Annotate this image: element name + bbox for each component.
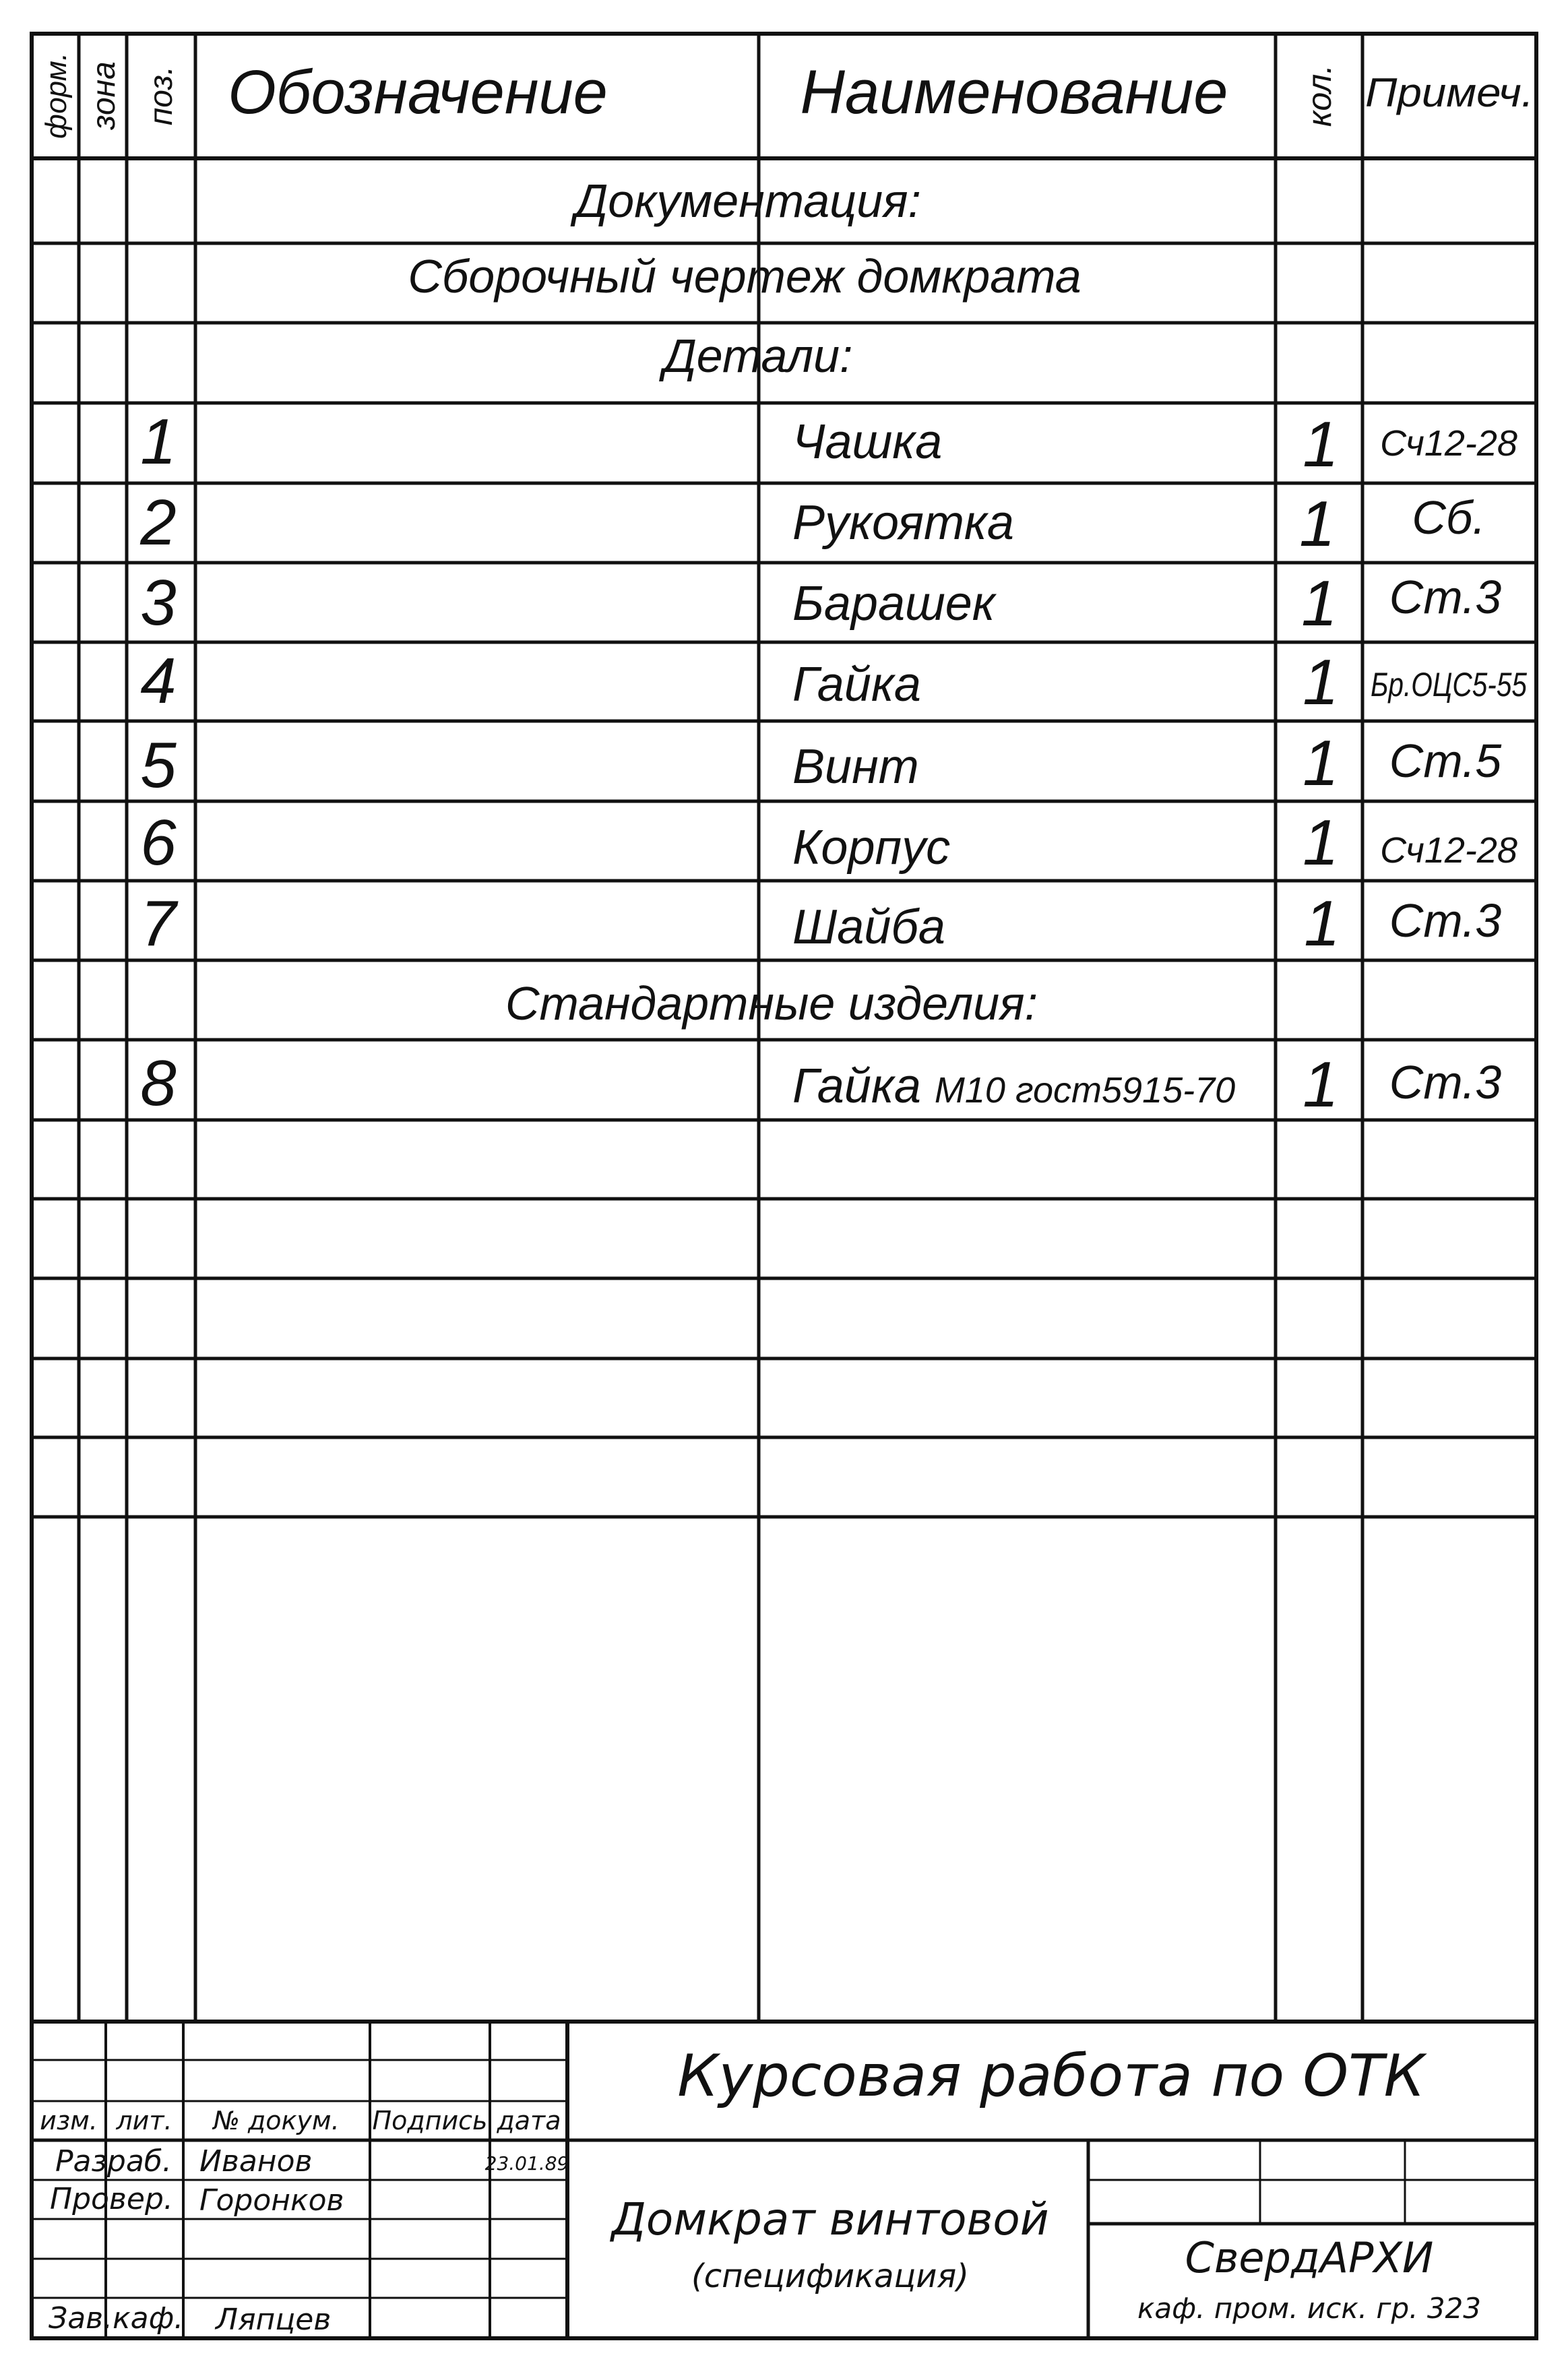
table-row — [140, 406, 1517, 480]
tb-department: каф. пром. иск. гр. 323 — [1137, 2292, 1481, 2325]
header-name: Наименование — [800, 58, 1228, 127]
tb-col-doc: № докум. — [213, 2106, 340, 2135]
tb-checked-name: Горонков — [199, 2183, 344, 2218]
part-pos: 3 — [140, 567, 177, 639]
part-note: Сч12-28 — [1380, 423, 1517, 464]
header-zone: зона — [86, 61, 122, 130]
table-row — [140, 567, 1501, 639]
tb-col-izm: изм. — [40, 2106, 98, 2135]
part-pos: 5 — [140, 729, 177, 801]
standard-pos: 8 — [140, 1047, 177, 1119]
tb-head-label: Зав.каф. — [49, 2301, 184, 2336]
tb-developed-date: 23.01.89 — [484, 2152, 569, 2175]
part-name: Рукоятка — [792, 496, 1014, 550]
part-qty: 1 — [1303, 408, 1339, 480]
part-note: Сб. — [1412, 491, 1486, 544]
part-note: Ст.5 — [1389, 735, 1502, 787]
tb-product-name: Домкрат винтовой — [611, 2193, 1049, 2245]
table-row — [139, 487, 1485, 560]
standard-name — [792, 1059, 1235, 1113]
standard-spec: М10 гост5915-70 — [934, 1070, 1236, 1111]
part-qty: 1 — [1301, 567, 1338, 639]
part-qty: 1 — [1303, 727, 1339, 799]
part-pos: 1 — [140, 406, 177, 478]
standard-qty: 1 — [1303, 1049, 1339, 1121]
table-row — [140, 807, 1517, 879]
table-row — [140, 727, 1502, 801]
tb-developed-name: Иванов — [199, 2144, 313, 2179]
part-note: Ст.3 — [1389, 894, 1502, 947]
part-qty: 1 — [1299, 488, 1336, 560]
part-qty: 1 — [1303, 807, 1339, 879]
standard-note: Ст.3 — [1389, 1056, 1502, 1108]
header-pos: поз. — [144, 65, 179, 126]
part-name: Шайба — [792, 900, 945, 954]
part-name: Корпус — [792, 821, 951, 875]
header-designation: Обозначение — [228, 58, 608, 127]
tb-developed-label: Разраб. — [55, 2144, 172, 2179]
tb-doc-type: (спецификация) — [691, 2257, 970, 2295]
section-documentation: Документация: — [575, 175, 921, 227]
part-name: Винт — [792, 740, 919, 794]
tb-organization: СвердАРХИ — [1185, 2233, 1434, 2282]
part-note: Ст.3 — [1389, 571, 1502, 623]
header-qty: кол. — [1300, 64, 1338, 127]
title-block — [40, 2042, 1481, 2337]
header-row — [40, 53, 1534, 139]
part-pos: 6 — [140, 807, 177, 879]
section-standard: Стандартные изделия: — [505, 977, 1038, 1030]
tb-col-lit: лит. — [116, 2106, 173, 2135]
header-form: форм. — [40, 52, 73, 139]
part-name: Барашек — [792, 577, 995, 631]
table-row — [140, 645, 1527, 718]
section-assembly-drawing: Сборочный чертеж домкрата — [408, 250, 1081, 303]
tb-head-name: Ляпцев — [216, 2303, 332, 2337]
part-name: Гайка — [792, 658, 921, 712]
part-qty: 1 — [1304, 887, 1340, 960]
table-row — [140, 1047, 1501, 1121]
tb-col-sign: Подпись — [372, 2106, 488, 2135]
part-pos: 2 — [140, 487, 177, 559]
tb-course-title: Курсовая работа по ОТК — [677, 2042, 1425, 2110]
header-note: Примеч. — [1365, 70, 1534, 115]
tb-checked-label: Провер. — [50, 2182, 173, 2216]
tb-col-date: дата — [497, 2106, 561, 2135]
section-parts: Детали: — [663, 330, 853, 382]
part-pos: 7 — [140, 887, 177, 960]
part-note: Бр.ОЦС5-55 — [1371, 666, 1528, 704]
table-row — [140, 887, 1501, 960]
part-qty: 1 — [1303, 646, 1339, 718]
standard-name-main: Гайка — [792, 1059, 921, 1113]
part-pos: 4 — [140, 645, 177, 717]
part-note: Сч12-28 — [1380, 830, 1517, 871]
part-name: Чашка — [792, 415, 943, 469]
